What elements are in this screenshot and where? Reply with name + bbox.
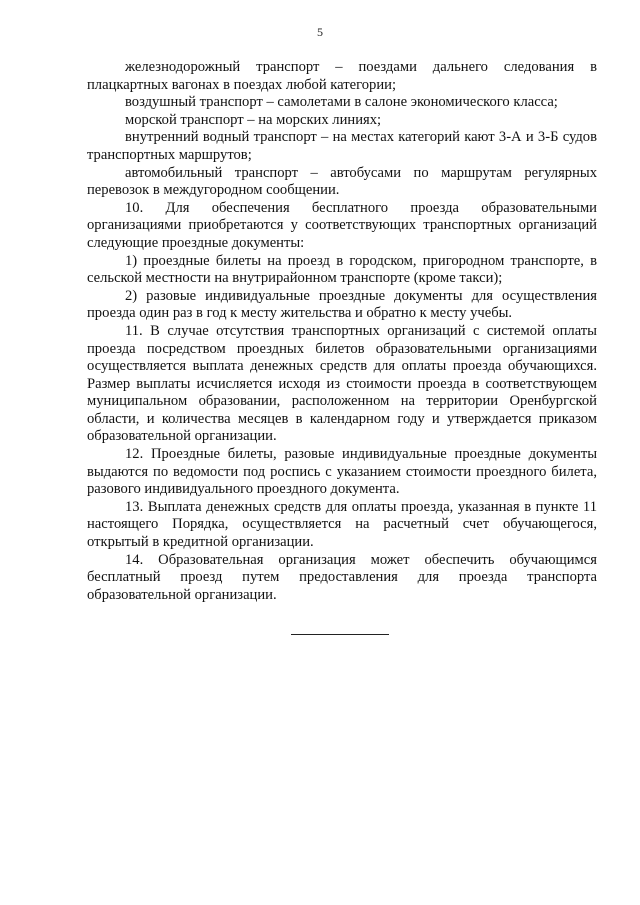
- paragraph-item-13: 13. Выплата денежных средств для оплаты проезда, указанная в пункте 11 настоящего Порядка, осуществляется на расчетный счет обучающегося, открытый в кредитной организации.: [87, 498, 597, 551]
- paragraph-subitem-1: 1) проездные билеты на проезд в городском, пригородном транспорте, в сельской местности на внутрирайонном транспорте (кроме такси);: [87, 252, 597, 287]
- paragraph-air-transport: воздушный транспорт – самолетами в салоне экономического класса;: [125, 94, 558, 111]
- paragraph-item-11: 11. В случае отсутствия транспортных организаций с системой оплаты проезда посредством проездных билетов образовательными организациями осуществляется выплата денежных средств для оплаты проезда обучающихся. Размер выплаты исчисляется исходя из стоимости проезда в соответствующем муниципальном образовании, расположенном на территории Оренбургской области, и количества месяцев в календарном году и утверждается приказом образовательной организации.: [87, 322, 597, 445]
- paragraph-rail-transport: железнодорожный транспорт – поездами дальнего следования в плацкартных вагонах в поездах любой категории;: [87, 59, 597, 93]
- paragraph-inland-water-transport: внутренний водный транспорт – на местах категорий кают 3-А и 3-Б судов транспортных маршрутов;: [87, 129, 597, 163]
- paragraph-item-10: 10. Для обеспечения бесплатного проезда образовательными организациями приобретаются у соответствующих транспортных организаций следующие проездные документы:: [87, 199, 597, 251]
- paragraph-subitem-2: 2) разовые индивидуальные проездные документы для осуществления проезда один раз в год к месту жительства и обратно к месту учебы.: [87, 287, 597, 322]
- page-number: 5: [317, 25, 323, 39]
- paragraph-sea-transport: морской транспорт – на морских линиях;: [125, 111, 382, 128]
- document-body: [87, 59, 597, 604]
- paragraph-road-transport: автомобильный транспорт – автобусами по маршрутам регулярных перевозок в междугородном сообщении.: [87, 164, 597, 199]
- paragraph-item-14: 14. Образовательная организация может обеспечить обучающимся бесплатный проезд путем предоставления для проезда транспорта образовательной организации.: [87, 551, 597, 603]
- end-divider-line: [291, 634, 389, 635]
- paragraph-item-12: 12. Проездные билеты, разовые индивидуальные проездные документы выдаются по ведомости под роспись с указанием стоимости проездного билета, разового индивидуального проездного документа.: [87, 446, 597, 498]
